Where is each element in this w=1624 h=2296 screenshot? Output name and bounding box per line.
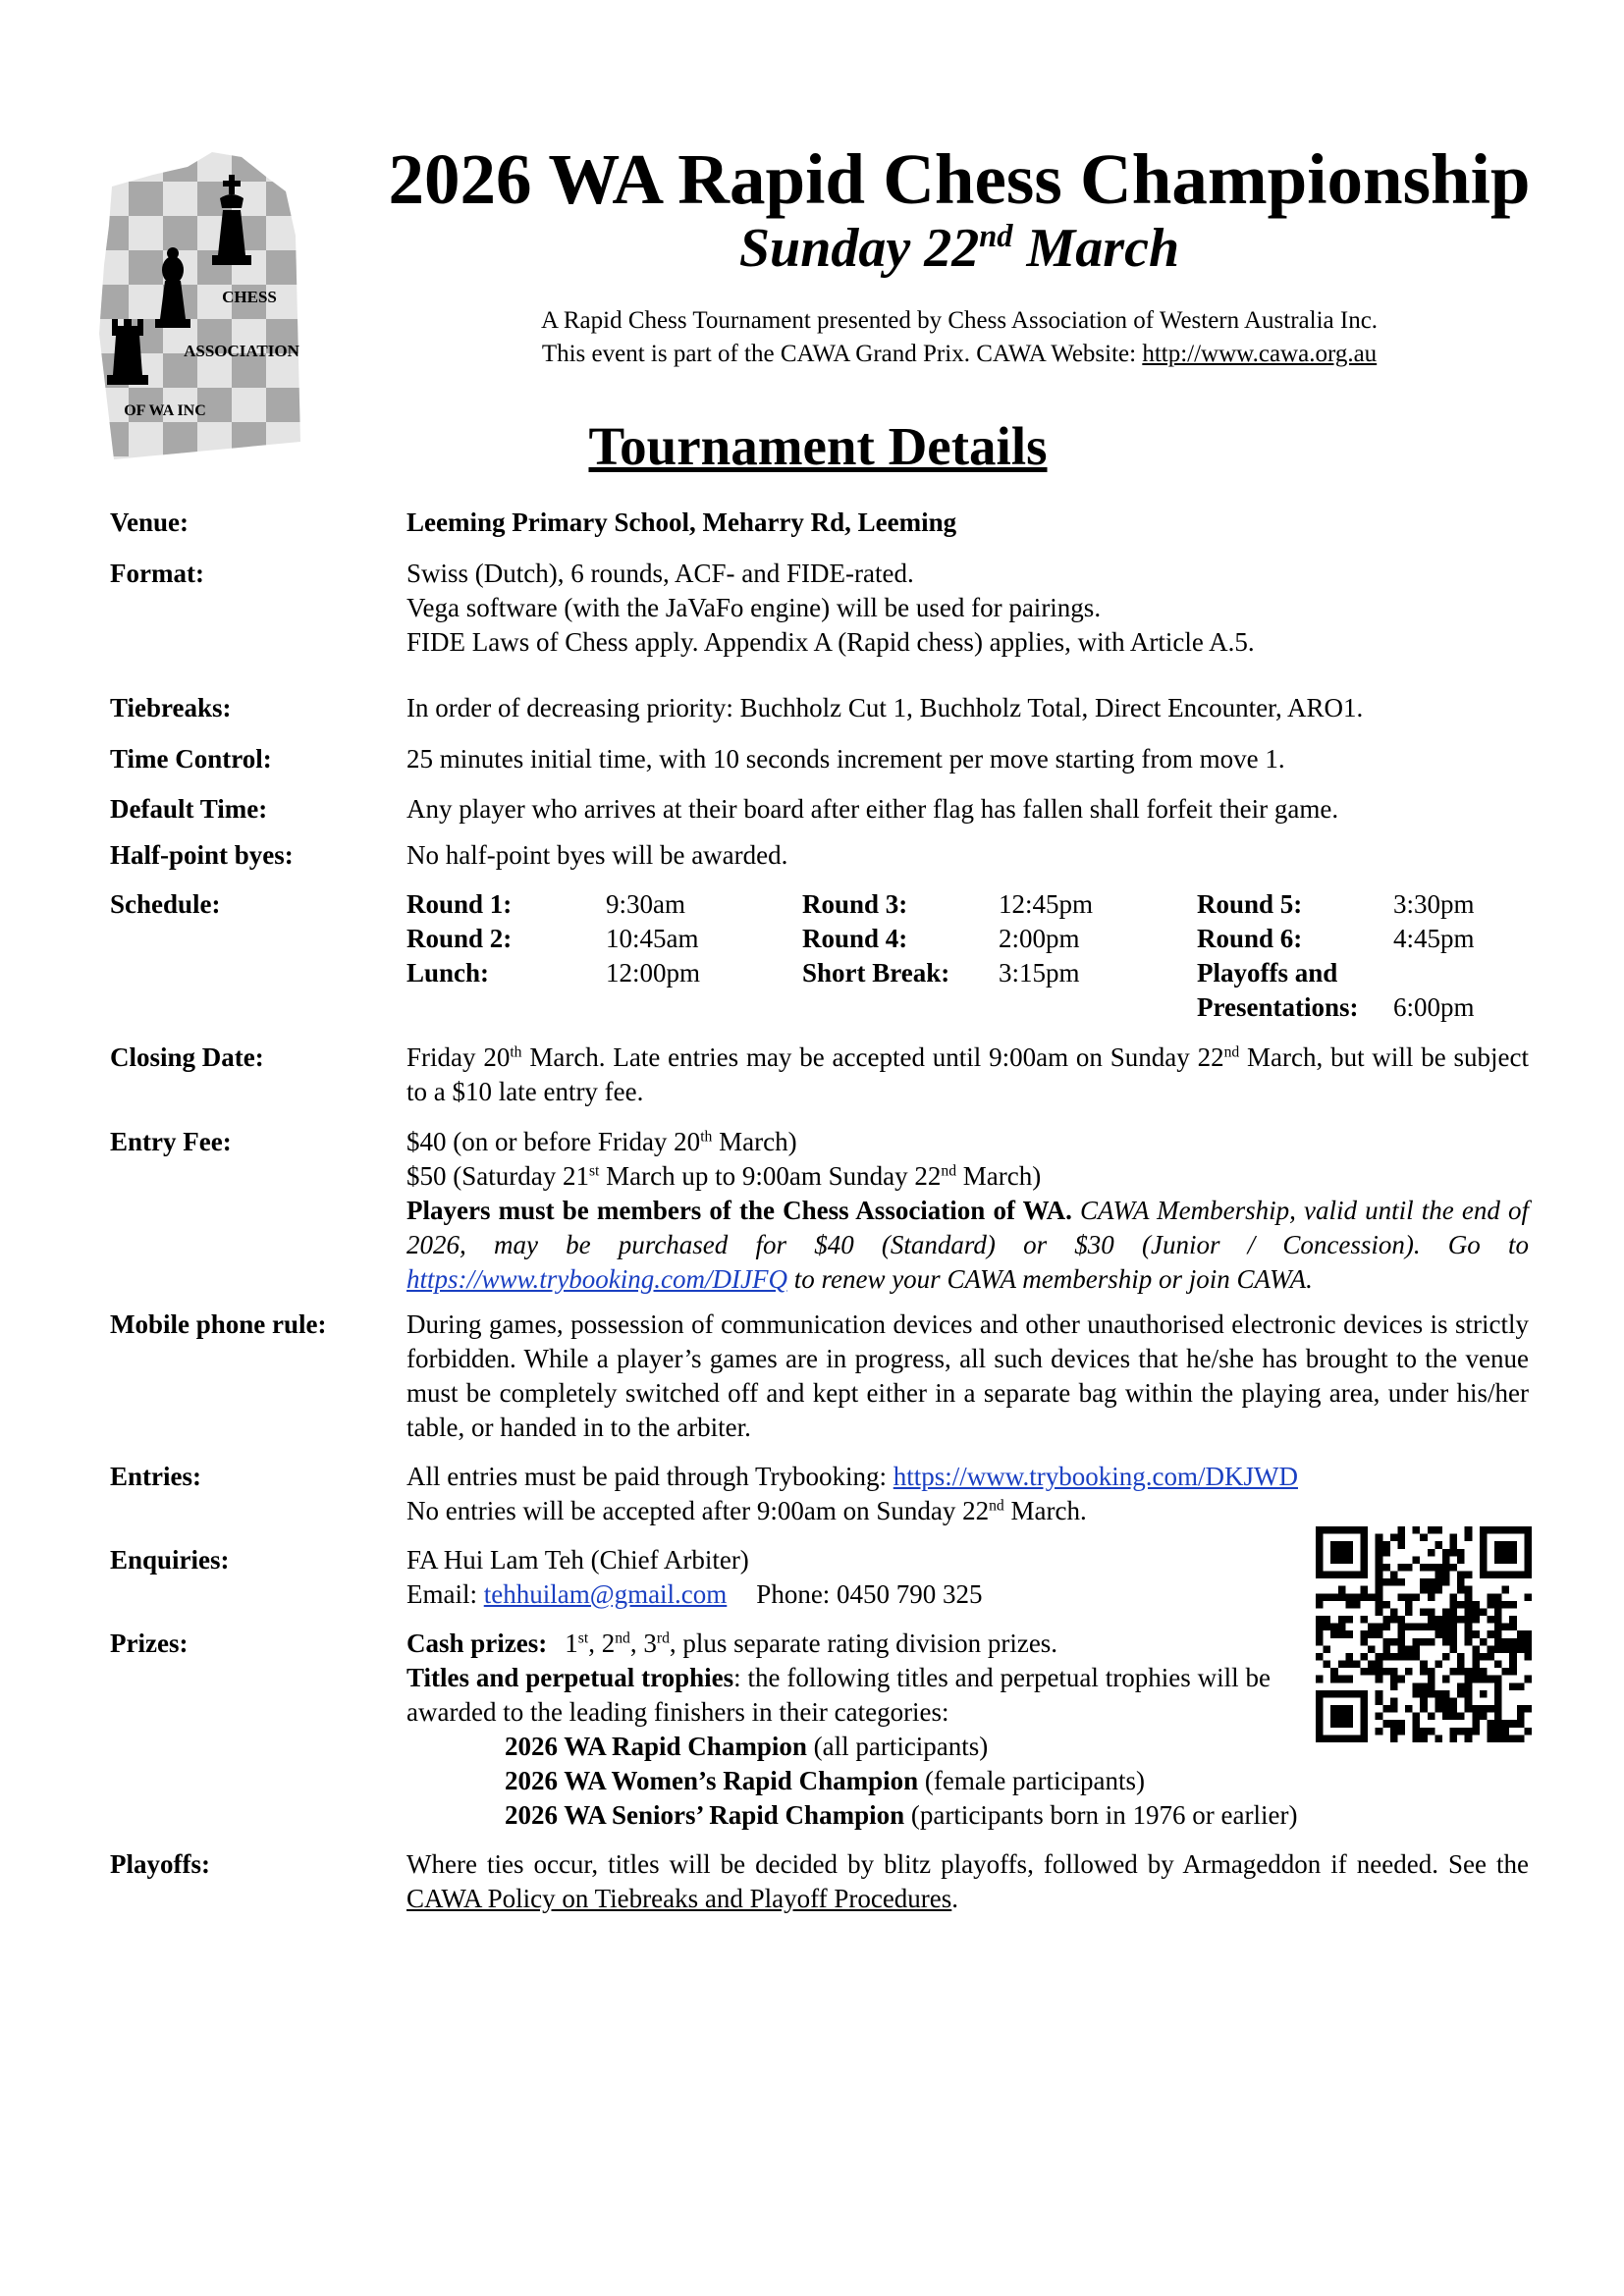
enquiries-label: Enquiries: (110, 1545, 230, 1575)
title-name: 2026 WA Rapid Champion (505, 1732, 807, 1761)
schedule-item-time: 2:00pm (999, 924, 1080, 953)
membership-info: CAWA Membership, valid until the end of 2026, may be purchased for $40 (Standard) or $30 (Junior / Concession). Go to (406, 1196, 1529, 1259)
schedule-item-time: 6:00pm (1393, 992, 1475, 1022)
membership-link[interactable]: https://www.trybooking.com/DIJFQ (406, 1264, 787, 1294)
intro-text (295, 304, 1624, 371)
byes-value: No half-point byes will be awarded. (406, 840, 788, 870)
detail-row-playoffs (110, 1847, 1529, 1916)
membership-info-end: to renew your CAWA membership or join CAWA. (786, 1264, 1313, 1294)
section-heading: Tournament Details (588, 416, 1048, 476)
ordinal-suffix: nd (615, 1629, 630, 1647)
title-name: 2026 WA Women’s Rapid Champion (505, 1766, 919, 1795)
schedule-item-name: Round 3: (802, 889, 908, 919)
ordinal-suffix: nd (1223, 1043, 1240, 1061)
playoffs-text: Where ties occur, titles will be decided by blitz playoffs, followed by Armageddon if needed. See the (406, 1849, 1529, 1879)
chess-association-map-logo-icon (94, 147, 300, 461)
cash-prizes-label: Cash prizes: (406, 1629, 548, 1658)
schedule-item-time: 10:45am (606, 924, 699, 953)
entries-text: March. (1003, 1496, 1087, 1525)
format-line: Swiss (Dutch), 6 rounds, ACF- and FIDE-rated. (406, 559, 914, 588)
titles-text: : the following titles and perpetual trophies will be awarded to the leading finishers in their categories: (406, 1663, 1271, 1727)
playoffs-value (406, 1847, 1529, 1916)
ordinal-suffix: st (588, 1162, 600, 1180)
title-item (406, 1798, 1529, 1833)
title-note: (all participants) (806, 1732, 989, 1761)
title-note: (participants born in 1976 or earlier) (904, 1800, 1298, 1830)
detail-row-mobile-phone-rule (110, 1308, 1529, 1445)
closing-date-label: Closing Date: (110, 1042, 264, 1072)
closing-text: March, but will be subject to a $10 late entry fee. (406, 1042, 1530, 1106)
trybooking-entries-link[interactable]: https://www.trybooking.com/DKJWD (893, 1462, 1298, 1491)
schedule-item-name: Round 6: (1197, 924, 1303, 953)
entry-fee-line-2 (406, 1159, 1529, 1194)
schedule-item-time: 12:45pm (999, 889, 1094, 919)
titles-label: Titles and perpetual trophies (406, 1663, 734, 1692)
entries-label: Entries: (110, 1462, 201, 1491)
intro-line-2-text: This event is part of the CAWA Grand Prix. CAWA Website: (541, 341, 1143, 367)
schedule-item-name: Short Break: (802, 958, 950, 988)
logo-line-wa-inc: OF WA INC (124, 402, 206, 419)
schedule-item-time: 12:00pm (606, 958, 701, 988)
date-text: Sunday 22 (738, 218, 980, 279)
entry-fee-value (406, 1125, 1529, 1297)
logo-line-association: ASSOCIATION (184, 342, 299, 360)
schedule-item-name: Presentations: (1197, 992, 1359, 1022)
arbiter-name: FA Hui Lam Teh (Chief Arbiter) (406, 1545, 749, 1575)
entries-text: All entries must be paid through Trybooking: (406, 1462, 893, 1491)
ordinal-suffix: nd (989, 1497, 1004, 1515)
prize-text: , 2 (588, 1629, 616, 1658)
format-line: Vega software (with the JaVaFo engine) will be used for pairings. (406, 593, 1102, 622)
title-item (406, 1730, 1529, 1764)
entries-line-2 (406, 1494, 1529, 1528)
venue-value: Leeming Primary School, Meharry Rd, Leeming (406, 507, 957, 537)
detail-row-default-time (110, 792, 1529, 827)
prizes-value (406, 1627, 1529, 1833)
detail-row-venue (110, 506, 1529, 540)
entries-value (406, 1460, 1529, 1528)
fee-text: $40 (on or before Friday 20 (406, 1127, 701, 1156)
closing-text: March. Late entries may be accepted until 9:00am on Sunday 22 (521, 1042, 1224, 1072)
detail-row-format (110, 557, 1529, 660)
title-note: (female participants) (918, 1766, 1146, 1795)
time-control-value: 25 minutes initial time, with 10 seconds increment per move starting from move 1. (406, 744, 1285, 774)
format-line: FIDE Laws of Chess apply. Appendix A (Rapid chess) applies, with Article A.5. (406, 627, 1255, 657)
playoffs-label: Playoffs: (110, 1849, 210, 1879)
logo-line-chess: CHESS (222, 288, 277, 306)
schedule-item-name: Round 1: (406, 889, 513, 919)
detail-row-byes (110, 838, 1529, 873)
closing-text: Friday 20 (406, 1042, 511, 1072)
format-label: Format: (110, 559, 204, 588)
tiebreaks-label: Tiebreaks: (110, 693, 232, 722)
venue-label: Venue: (110, 507, 189, 537)
schedule-item-name: Round 2: (406, 924, 513, 953)
default-time-value: Any player who arrives at their board after either flag has fallen shall forfeit their game. (406, 794, 1339, 824)
entry-fee-label: Entry Fee: (110, 1127, 232, 1156)
fee-text: March) (712, 1127, 797, 1156)
event-date (295, 214, 1624, 283)
default-time-label: Default Time: (110, 794, 268, 824)
schedule-item-name: Round 4: (802, 924, 908, 953)
cawa-logo (94, 147, 300, 461)
date-suffix: nd (979, 218, 1013, 254)
prize-text: , 3 (629, 1629, 657, 1658)
prize-text: 1 (565, 1629, 578, 1658)
detail-row-time-control (110, 742, 1529, 776)
ordinal-suffix: rd (656, 1629, 670, 1647)
schedule-label: Schedule: (110, 889, 221, 919)
detail-row-entries (110, 1460, 1529, 1528)
date-month: March (1012, 218, 1180, 279)
detail-row-entry-fee (110, 1125, 1529, 1297)
ordinal-suffix: th (700, 1128, 713, 1146)
playoffs-text: . (951, 1884, 959, 1913)
schedule-item-time: 4:45pm (1393, 924, 1475, 953)
membership-note (406, 1194, 1529, 1297)
entries-text: No entries will be accepted after 9:00am on Sunday 22 (406, 1496, 990, 1525)
detail-row-schedule (110, 887, 1529, 1025)
time-control-label: Time Control: (110, 744, 272, 774)
tiebreaks-value: In order of decreasing priority: Buchholz Cut 1, Buchholz Total, Direct Encounter, ARO1. (406, 693, 1364, 722)
format-value (406, 557, 1529, 660)
schedule-item-name: Playoffs and (1197, 958, 1338, 988)
schedule-item-name: Round 5: (1197, 889, 1303, 919)
titles-paragraph (406, 1661, 1271, 1730)
schedule-item-time: 3:15pm (999, 958, 1080, 988)
entry-fee-line-1 (406, 1125, 1529, 1159)
schedule-grid (406, 887, 1529, 1025)
detail-row-tiebreaks (110, 691, 1529, 725)
detail-row-prizes (110, 1627, 1529, 1833)
detail-row-closing-date (110, 1041, 1529, 1109)
byes-label: Half-point byes: (110, 840, 294, 870)
schedule-item-time: 9:30am (606, 889, 685, 919)
membership-requirement: Players must be members of the Chess Association of WA. (406, 1196, 1072, 1225)
phone-number: Phone: 0450 790 325 (756, 1579, 983, 1609)
cawa-website-link[interactable]: http://www.cawa.org.au (1142, 341, 1378, 367)
intro-line-1: A Rapid Chess Tournament presented by Chess Association of Western Australia Inc. (540, 307, 1379, 334)
schedule-item-name: Lunch: (406, 958, 490, 988)
email-link[interactable]: tehhuilam@gmail.com (483, 1579, 728, 1609)
prizes-label: Prizes: (110, 1629, 189, 1658)
title-name: 2026 WA Seniors’ Rapid Champion (505, 1800, 905, 1830)
tiebreak-policy-link[interactable]: CAWA Policy on Tiebreaks and Playoff Procedures (406, 1884, 952, 1913)
closing-date-value (406, 1041, 1529, 1109)
schedule-item-time (1393, 956, 1511, 990)
ordinal-suffix: th (510, 1043, 522, 1061)
email-label: Email: (406, 1579, 484, 1609)
document-title: 2026 WA Rapid Chess Championship (388, 139, 1531, 219)
intro-line-2 (295, 338, 1624, 371)
ordinal-suffix: nd (941, 1162, 957, 1180)
mobile-phone-rule-label: Mobile phone rule: (110, 1309, 327, 1339)
ordinal-suffix: st (577, 1629, 589, 1647)
fee-text: March up to 9:00am Sunday 22 (599, 1161, 942, 1191)
fee-text: March) (956, 1161, 1042, 1191)
cash-prizes-line (406, 1627, 1529, 1661)
schedule-item-time: 3:30pm (1393, 889, 1475, 919)
entries-line-1 (406, 1460, 1529, 1494)
prize-text: , plus separate rating division prizes. (669, 1629, 1058, 1658)
mobile-phone-rule-value: During games, possession of communication devices and other unauthorised electronic devices is strictly forbidden. While a player’s games are in progress, all such devices that he/she has brought to the venue must be completely switched off and kept either in a separate bag within the playing area, under his/her table, or handed in to the arbiter. (406, 1309, 1529, 1442)
fee-text: $50 (Saturday 21 (406, 1161, 589, 1191)
title-item (406, 1764, 1529, 1798)
